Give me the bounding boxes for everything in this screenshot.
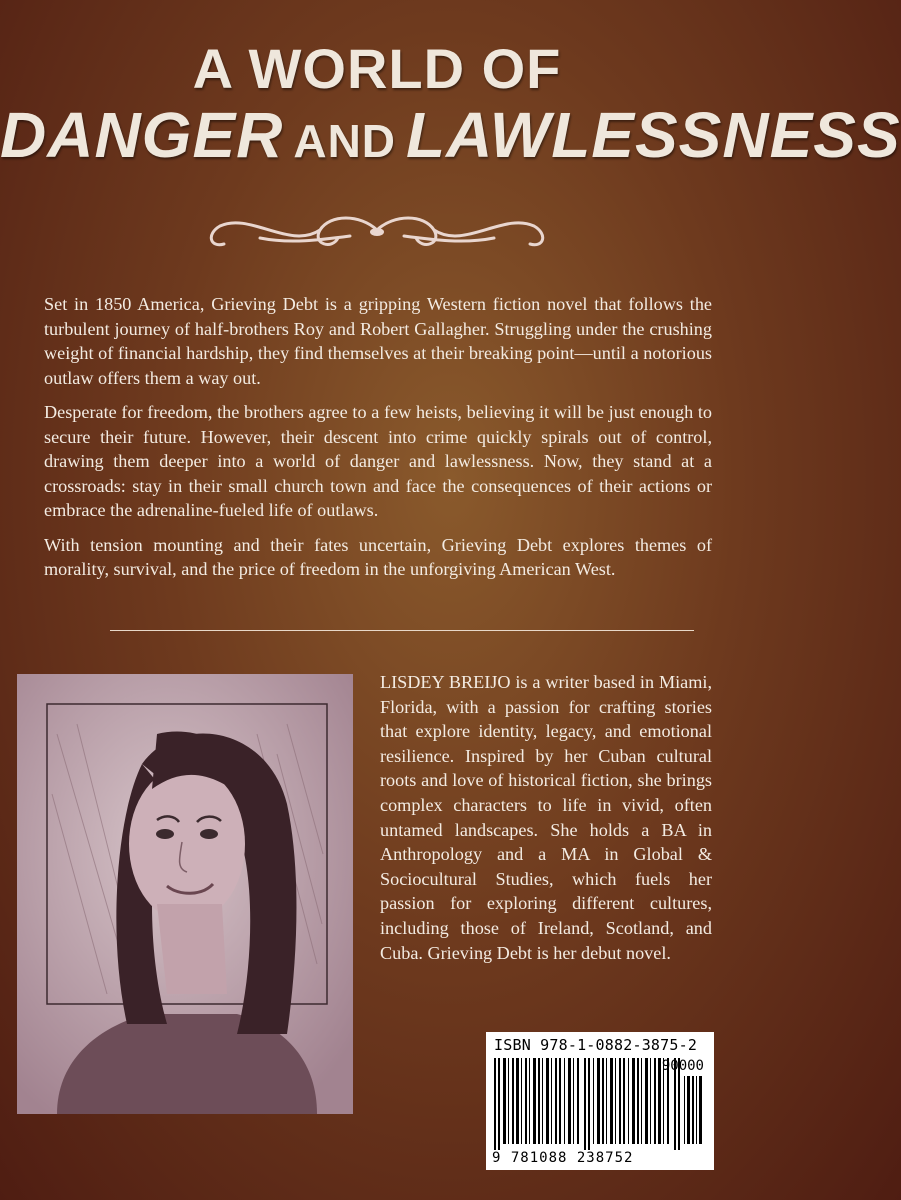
synopsis-paragraph: With tension mounting and their fates uncertain, Grieving Debt explores themes of morality, survival, and the price of freedom in the unforgiving American West. — [44, 534, 712, 579]
synopsis — [44, 292, 712, 592]
title-line-1: A WORLD OF — [192, 37, 562, 100]
synopsis-paragraph: Set in 1850 America, Grieving Debt is a gripping Western fiction novel that follows the turbulent journey of half-brothers Roy and Robert Gallagher. Struggling under the crushing weight of financial hardship, they find themselves at their breaking point—until a notorious outlaw offers them a way out. — [44, 294, 712, 388]
author-portrait — [17, 674, 353, 1114]
ean-digits: 9 781088 238752 — [492, 1150, 634, 1166]
synopsis-paragraph: Desperate for freedom, the brothers agree to a few heists, believing it will be just enough to secure their future. However, their descent into crime quickly spirals out of control, drawing them deeper into a world of danger and lawlessness. Now, they stand at a crossroads: stay in their small church town and face the consequences of their actions or embrace the adrenaline-fueled life of outlaws. — [44, 402, 712, 520]
title-word-lawlessness: LAWLESSNESS — [406, 99, 901, 171]
title-line-2 — [0, 98, 901, 172]
isbn-number: ISBN 978-1-0882-3875-2 — [494, 1036, 698, 1054]
price-code: 90000 — [661, 1058, 704, 1074]
divider-rule — [110, 630, 694, 631]
author-bio: LISDEY BREIJO is a writer based in Miami, Florida, with a passion for crafting stories that explore identity, legacy, and emotional resilience. Inspired by her Cuban cultural roots and love of historical fiction, she brings complex characters to life in vivid, often untamed landscapes. She holds a BA in Anthropology and a MA in Global & Sociocultural Studies, which fuels her passion for exploring different cultures, including those of Ireland, Scotland, and Cuba. Grieving Debt is her debut novel. — [380, 672, 712, 963]
title-word-and: AND — [293, 115, 397, 167]
ornamental-flourish — [200, 200, 554, 264]
isbn-barcode — [486, 1032, 714, 1170]
title-word-danger: DANGER — [0, 99, 284, 171]
